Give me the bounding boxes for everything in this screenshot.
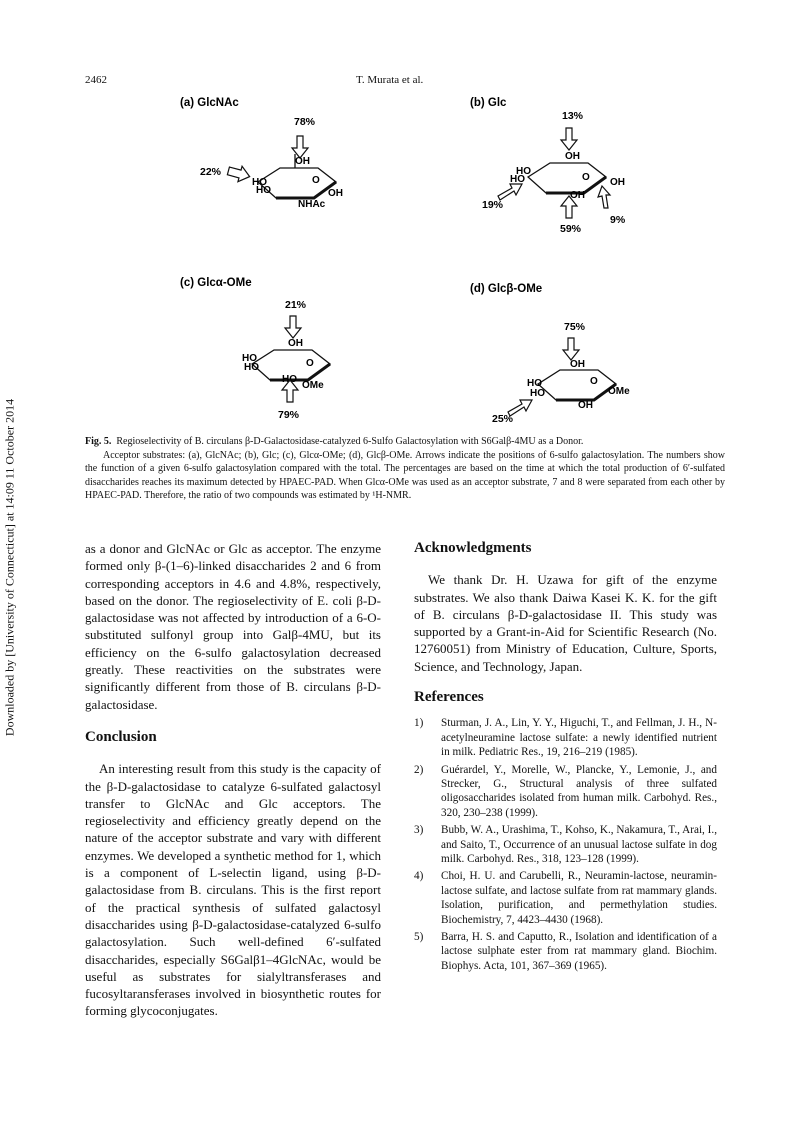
download-sidebar <box>0 0 20 1123</box>
structures-figure <box>80 90 740 430</box>
panel-a-pct-left: 22% <box>200 166 222 178</box>
svg-text:OH: OH <box>570 359 585 370</box>
panel-b-label: (b) Glc <box>470 97 507 109</box>
svg-text:HO: HO <box>252 177 267 188</box>
caption-title: Fig. 5. <box>85 436 112 447</box>
svg-text:OH: OH <box>565 151 580 162</box>
reference-item: 1) Sturman, J. A., Lin, Y. Y., Higuchi, T., and Fellman, J. H., N-acetylneuramine lactose sulfate: a newly identified nutrient in milk. Pediatric Res., 19, 216–219 (1985). <box>414 717 717 759</box>
svg-text:HO: HO <box>242 353 257 364</box>
reference-item: 3) Bubb, W. A., Urashima, T., Kohso, K., Nakamura, T., Arai, I., and Saito, T., Occurrence of an unusual lactose sulfate in dog milk. Carbohyd. Res., 318, 123–128 (1999). <box>414 824 717 866</box>
arrow-down-icon <box>563 338 579 360</box>
panel-a <box>180 97 343 210</box>
page-number: 2462 <box>85 74 107 86</box>
panel-c-label: (c) Glcα-OMe <box>180 277 252 289</box>
reference-item: 5) Barra, H. S. and Caputto, R., Isolation and identification of a lactose sulphate ester from rat mammary gland. Biochim. Biophys. Acta, 101, 367–369 (1965). <box>414 931 717 972</box>
panel-d <box>470 283 630 425</box>
caption-body: Acceptor substrates: (a), GlcNAc; (b), Glc; (c), Glcα-OMe; (d), Glcβ-OMe. Arrows indicate the positions of 6-sulfo galactosylation. The numbers show the function of a given 6-sulfo galactosylation compared with the total. The percentages are based on the time at which the total production of 6′-sulfated disaccharides reaches its maximum detected by HPAEC-PAD. When Glcα-OMe was used as an acceptor substrate, 7 and 8 were separated from each other by HPAEC-PAD. Therefore, the ratio of two compounds was estimated by ¹H-NMR. <box>85 449 725 502</box>
panel-a-pct-top: 78% <box>294 116 316 128</box>
download-notice: Downloaded by [University of Connecticut] at 14:09 11 October 2014 <box>2 398 17 737</box>
svg-text:OH: OH <box>328 188 343 199</box>
svg-text:OMe: OMe <box>302 380 324 391</box>
svg-text:OH: OH <box>570 190 585 201</box>
figure-caption <box>85 435 725 503</box>
conclusion-paragraph: An interesting result from this study is the capacity of the β-D-galactosidase to catalyze 6-sulfated galactosyl transfer to GlcNAc and Glc acceptors. The regioselectivity and efficiency greatly depend on the nature of the acceptor substrate and vary with different enzymes. We developed a synthetic method for 1, which is a component of L-selectin ligand, using β-D-galactosidase from B. circulans. This is the first report of the practical synthesis of sulfated galactosyl disaccharides using β-D-galactosidase-catalyzed 6-sulfo galactosylation. Such well-defined 6′-sulfated disaccharides, especially S6Galβ1–4GlcNAc, would be useful as substrates for sialyltransferases and fucosyltaransferases involved in biosynthetic routes for forming glycoconjugates. <box>85 761 381 1019</box>
svg-text:NHAc: NHAc <box>298 199 326 210</box>
svg-text:OH: OH <box>610 177 625 188</box>
reference-item: 4) Choi, H. U. and Carubelli, R., Neuramin-lactose, neuramin-lactose sulfate, and lactose sulfate from rat mammary glands. Isolation, purification, and permethylation studies. Biochemistry, 7, 4423–4430 (1968). <box>414 870 717 926</box>
acknowledgments-paragraph: We thank Dr. H. Uzawa for gift of the enzyme substrates. We also thank Daiwa Kasei K. K. for the gift of B. circulans β-D-galactosidase II. This study was supported by a Grant-in-Aid for Scientific Research (No. 12760051) from Ministry of Education, Culture, Sports, Science, and Technology, Japan. <box>414 572 717 674</box>
caption-line1: Regioselectivity of B. circulans β-D-Galactosidase-catalyzed 6-Sulfo Galactosylation with S6Galβ-4MU as a Donor. <box>116 436 584 447</box>
acknowledgments-heading: Acknowledgments <box>414 540 532 556</box>
running-head: T. Murata et al. <box>356 74 424 86</box>
panel-b-pct-top: 13% <box>562 110 584 122</box>
svg-text:O: O <box>312 175 320 186</box>
panel-d-label: (d) Glcβ-OMe <box>470 283 543 295</box>
figure-5 <box>80 90 740 430</box>
svg-text:HO: HO <box>510 174 525 185</box>
arrow-down-icon <box>561 128 577 150</box>
panel-d-pct-left: 25% <box>492 413 514 425</box>
panel-a-label: (a) GlcNAc <box>180 97 239 109</box>
conclusion-heading: Conclusion <box>85 728 157 745</box>
svg-text:OH: OH <box>288 338 303 349</box>
panel-c-pct-top: 21% <box>285 299 307 311</box>
svg-text:HO: HO <box>282 374 297 385</box>
panel-c <box>180 277 330 421</box>
body-paragraph: as a donor and GlcNAc or Glc as acceptor. The enzyme formed only β-(1–6)-linked disaccharides 2 and 6 from corresponding acceptors in 4.6 and 4.8%, respectively, based on the donor. The regioselectivity of E. coli β-D-galactosidase was not affected by introduction of a 6-O-substituted sulfonyl group into Galβ-4MU, but its efficiency on the 6-sulfo galactosylation decreased greatly. These reactivities on the substrates were significantly different from those of B. circulans β-D-galactosidase. <box>85 541 381 712</box>
arrow-up-right-icon <box>498 184 522 200</box>
svg-text:HO: HO <box>244 362 259 373</box>
reference-item: 2) Guérardel, Y., Morelle, W., Plancke, Y., Lemonie, J., and Strecker, G., Structural analysis of three sulfated oligosaccharides isolated from human milk. Carbohyd. Res., 320, 230–238 (1999). <box>414 763 717 819</box>
svg-text:OMe: OMe <box>608 386 630 397</box>
svg-text:HO: HO <box>256 185 271 196</box>
panel-b <box>470 97 626 235</box>
left-column <box>85 540 381 1020</box>
svg-text:HO: HO <box>530 388 545 399</box>
panel-c-pct-bottom: 79% <box>278 409 300 421</box>
panel-b-pct-left: 19% <box>482 199 504 211</box>
svg-text:HO: HO <box>527 378 542 389</box>
svg-text:O: O <box>590 376 598 387</box>
panel-d-pct-top: 75% <box>564 321 586 333</box>
svg-text:HO: HO <box>516 166 531 177</box>
arrow-right-icon <box>226 163 251 184</box>
reference-list <box>414 716 717 973</box>
arrow-up-icon <box>598 186 610 208</box>
right-column <box>414 540 717 976</box>
references-heading: References <box>414 689 484 706</box>
svg-text:O: O <box>582 172 590 183</box>
svg-text:OH: OH <box>578 400 593 411</box>
svg-text:OH: OH <box>295 156 310 167</box>
panel-b-pct-bottom: 59% <box>560 223 582 235</box>
svg-text:O: O <box>306 358 314 369</box>
panel-b-pct-right: 9% <box>610 214 626 226</box>
arrow-down-icon <box>285 316 301 338</box>
